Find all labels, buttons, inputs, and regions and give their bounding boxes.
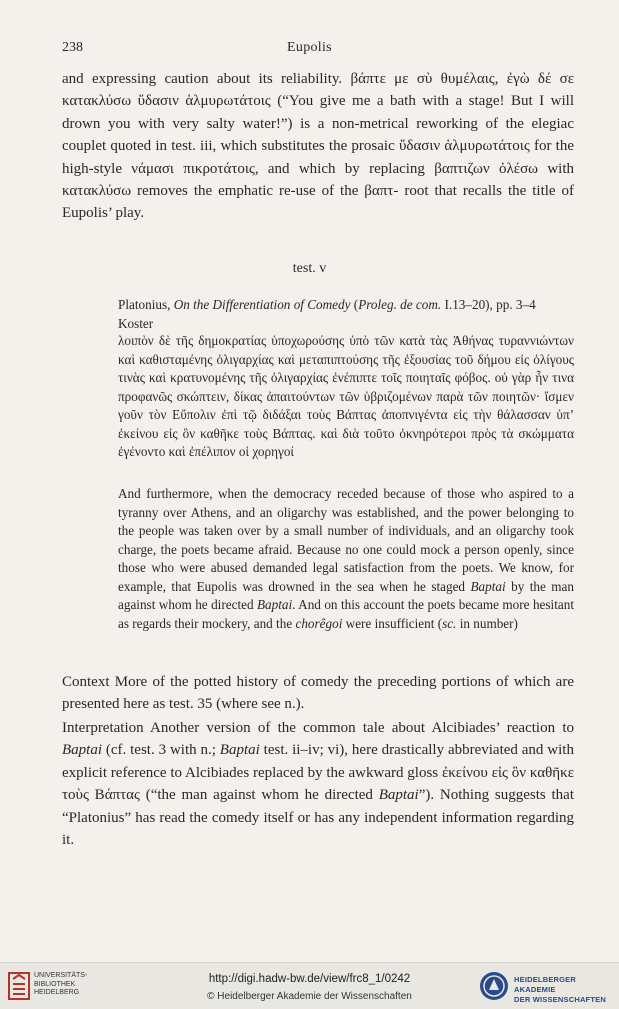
copyright-notice: © Heidelberger Akademie der Wissenschaften (207, 991, 412, 1002)
interpretation-text: (cf. test. 3 with n.; (102, 742, 220, 759)
interpretation-text: test. ii–iv; vi), here drastically abbreviated and with explicit reference to Alcibiades replaced by the awkward gloss ἐκείνου εἰς ὃν καθῆκε τοὺς Βάπτας (“the man against whom he directed (62, 742, 574, 804)
library-name[interactable]: UNIVERSITÄTS- BIBLIOTHEK HEIDELBERG (34, 972, 88, 996)
translation-text: And furthermore, when the democracy receded because of those who aspired to a tyranny over Athens, and an oligarchy was established, and the power belonging to the people was taken over by a small number of individuals, and an oligarchy took charge, the poets became afraid. Because no one could mock a person openly, since those who were abused demanded legal satisfaction from the poets. We know, for example, that Eupolis was drowned in the sea when he staged (118, 486, 574, 594)
running-title: Eupolis (287, 40, 332, 55)
intro-paragraph: and expressing caution about its reliability. βάπτε με σὺ θυμέλαις, ἐγὼ δέ σε κατακλύσω ὕδασιν ἁλμυρωτάτοις (“You give me a bath with a stage! But I will drown you with very salty water!”) is a non-metrical reworking of the elegiac couplet quoted in test. iii, which substitutes the prosaic ὕδασιν ἁλμυρωτάτοις for the high-style νάμασι πικροτάτοις, and which by replacing βαπτιζων ὀλέσω with κατακλύσω removes the emphatic re-use of the βαπτ- root that recalls the title of Eupolis’ play. (62, 71, 574, 222)
translation-text: were insufficient ( (342, 615, 443, 631)
section-title: test. v (292, 261, 327, 276)
interpretation-italic: Baptai (378, 787, 419, 804)
translation-text: in number) (456, 615, 518, 631)
translation-italic: chorêgoi (295, 615, 343, 631)
academy-name[interactable]: HEIDELBERGER AKADEMIE DER WISSENSCHAFTEN (514, 975, 606, 1004)
interpretation-italic: Baptai (219, 742, 260, 759)
translation-text: . And on this account the poets became more hesitant as regards their mockery, and the (118, 597, 574, 631)
source-citation (118, 296, 574, 333)
english-translation (118, 485, 574, 633)
translation-italic: sc. (442, 615, 457, 631)
context-text: More of the potted history of comedy the preceding portions of which are presented here as test. 35 (where see n.). (62, 674, 574, 713)
citation-author: Platonius, (118, 297, 174, 312)
citation-source: Proleg. de com. (358, 297, 442, 312)
translation-italic: Baptai (470, 578, 506, 594)
digitization-footer (0, 962, 619, 1009)
interpretation-label: Interpretation (62, 720, 144, 736)
interpretation-paragraph (62, 717, 574, 851)
interpretation-text: Another version of the common tale about Alcibiades’ reaction to (143, 720, 574, 736)
translation-text: by the man against whom he directed (118, 578, 574, 612)
academy-seal-icon[interactable] (478, 970, 510, 1002)
citation-open: ( (350, 297, 359, 312)
citation-rest: I.13–20), pp. 3–4 Koster (118, 297, 536, 331)
citation-work: On the Differentiation of Comedy (173, 297, 351, 312)
context-paragraph (62, 671, 574, 716)
context-label: Context (62, 674, 110, 690)
permalink[interactable]: http://digi.hadw-bw.de/view/frc8_1/0242 (208, 973, 411, 985)
interpretation-italic: Baptai (62, 742, 102, 759)
interpretation-text: ”). Nothing suggests that “Platonius” has read the comedy itself or has any independent information regarding it. (62, 787, 574, 849)
translation-italic: Baptai (257, 597, 293, 612)
greek-quotation: λοιπὸν δὲ τῆς δημοκρατίας ὑποχωρούσης ὑπὸ τῶν κατὰ τὰς Ἀθήνας τυραννιώντων καὶ καθισταμένης ὀλιγαρχίας καὶ μεταπιπτούσης τῆς ἐξουσίας τοῦ δήμου εἰς ὀλίγους τινὰς καὶ κρατυνομένης τῆς ὀλιγαρχίας ἐνέπιπτε τοῖς ποιηταῖς φόβος. οὐ γὰρ ἦν τινα προφανῶς σκώπτειν, δίκας ἀπαιτούντων τῶν ὑβριζομένων παρὰ τῶν ποιητῶν· ἴσμεν γοῦν τὸν Εὔπολιν ἐπὶ τῷ διδάξαι τοὺς Βάπτας ἀποπνιγέντα εἰς τὴν θάλασσαν ὑπ’ ἐκείνου εἰς ὃν καθῆκε τοὺς Βάπτας. καὶ διὰ τοῦτο ὀκνηρότεροι πρὸς τὰ σκώμματα ἐγένοντο καὶ ἐπέλιπον οἱ χορηγοί (118, 333, 574, 459)
page-number: 238 (62, 40, 83, 55)
